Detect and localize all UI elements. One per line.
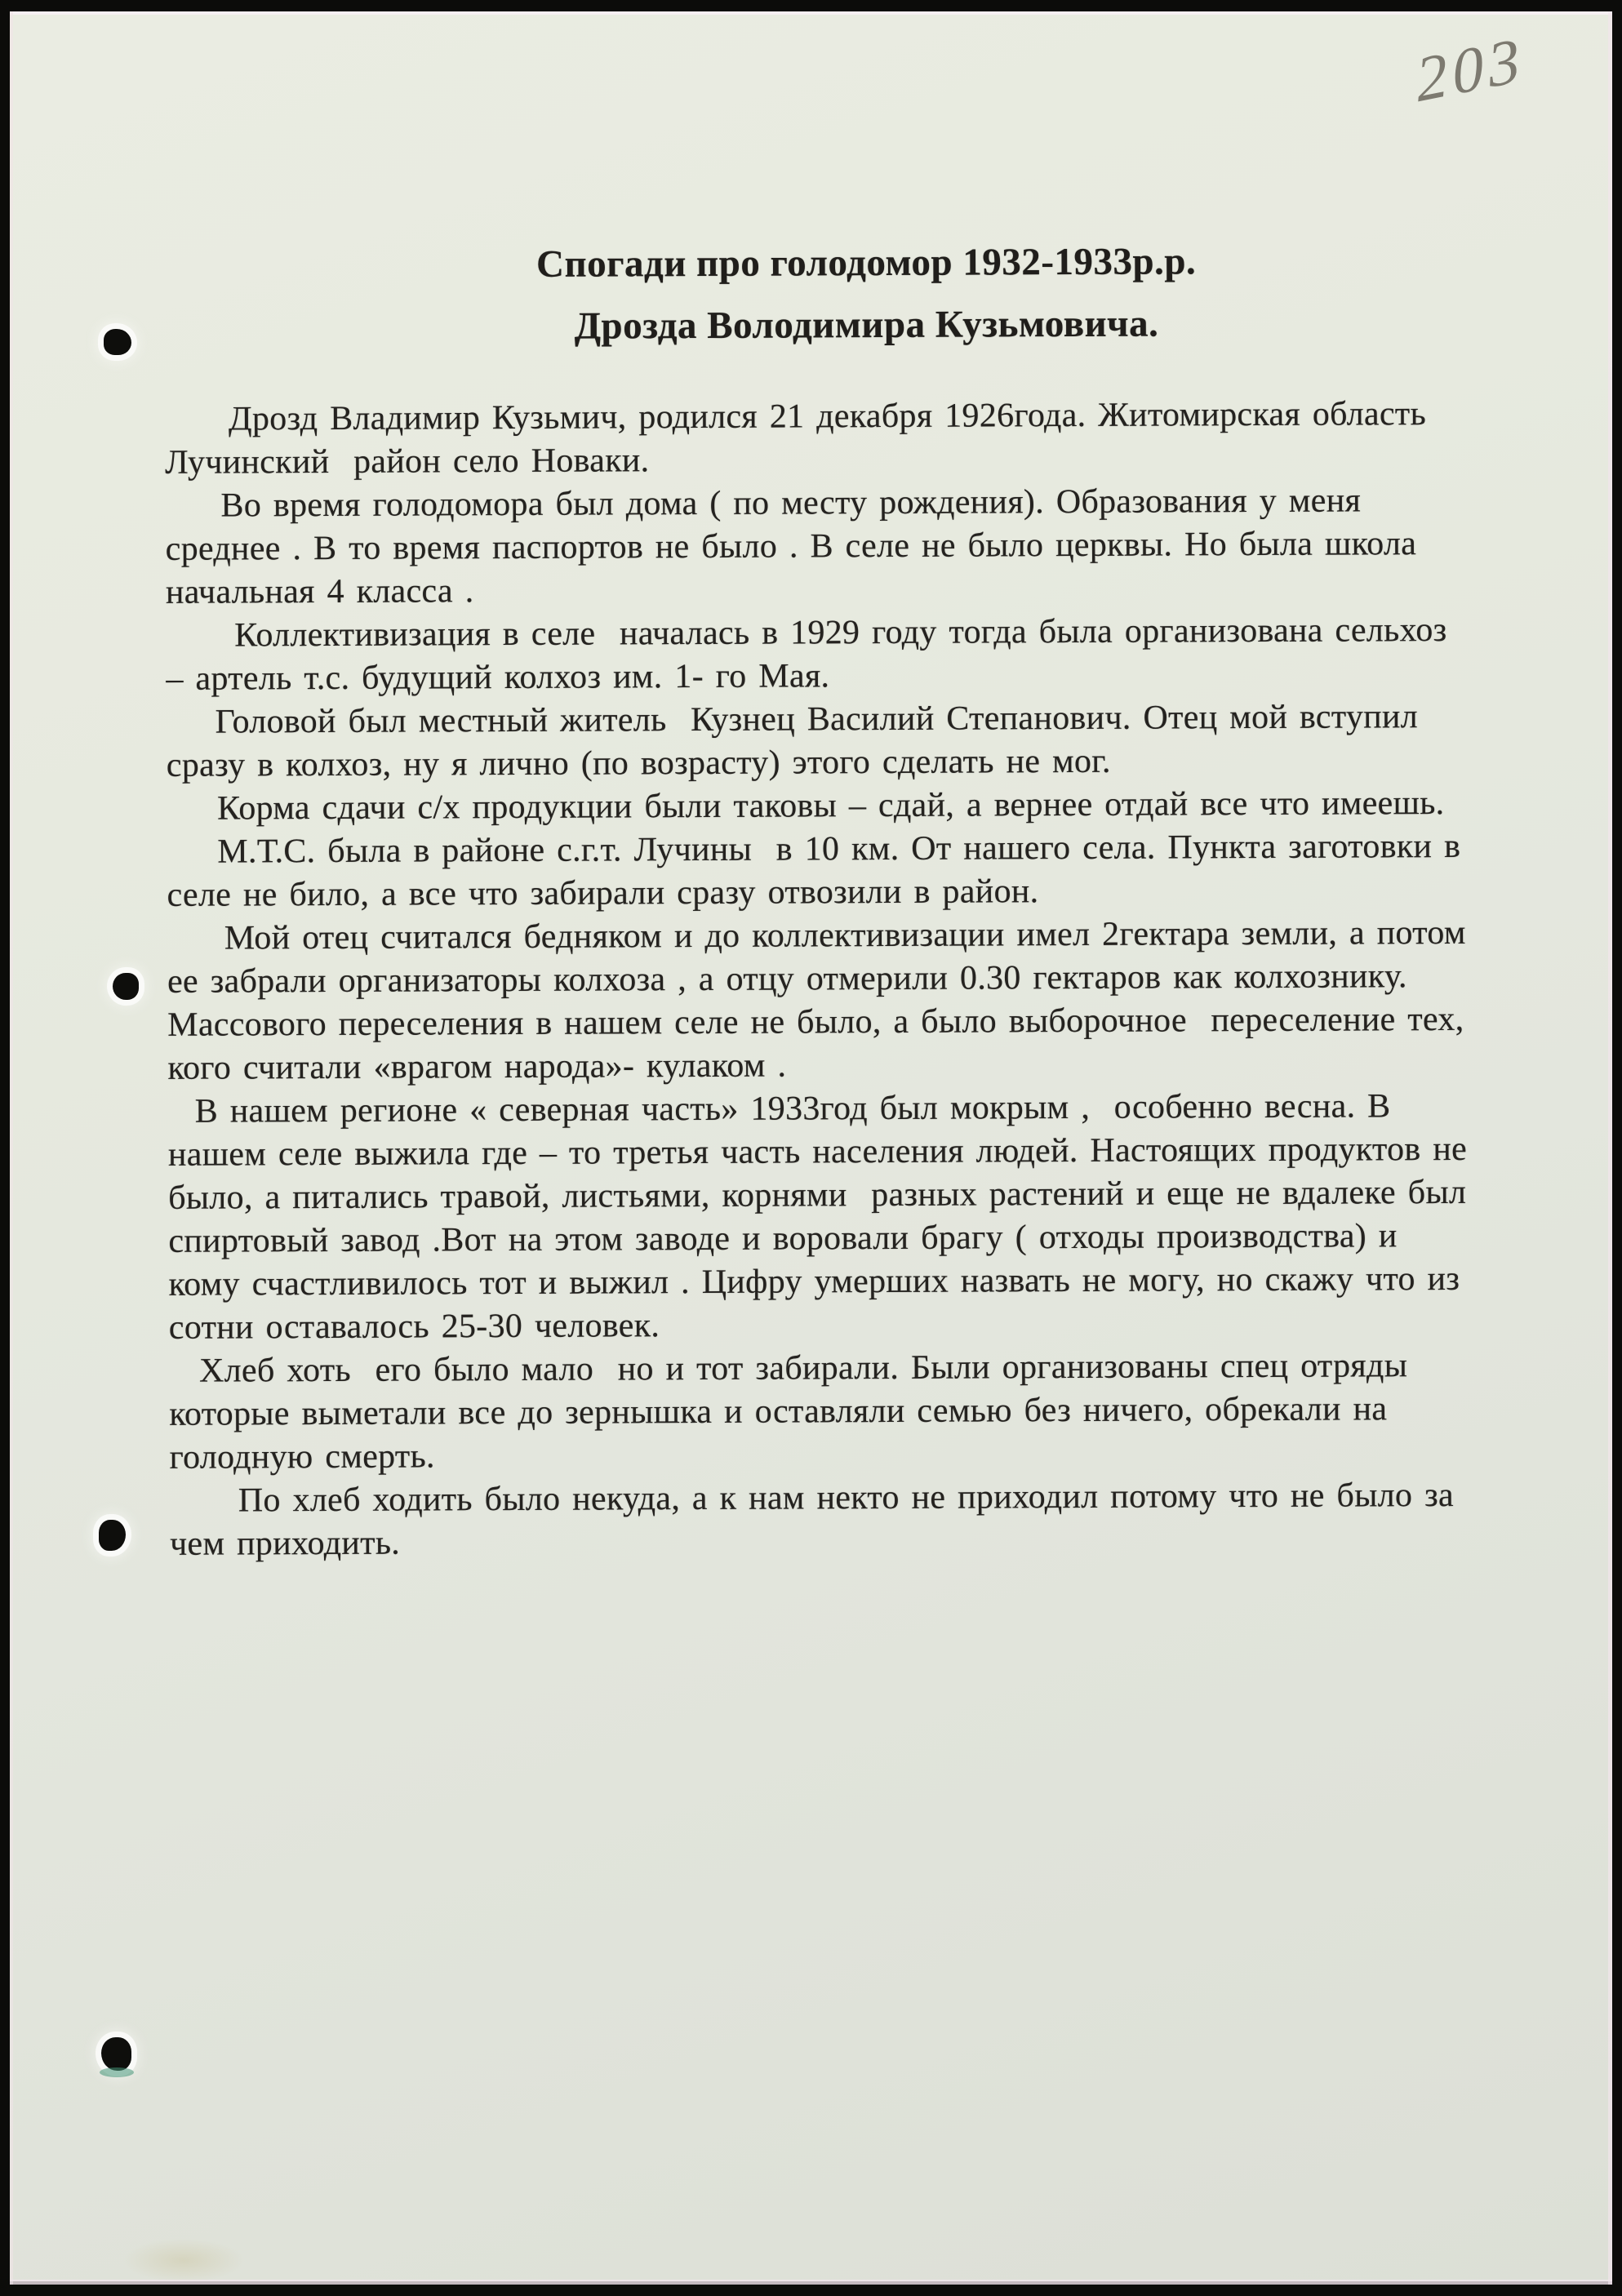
text-line: Мой отец считался бедняком и до коллективизации имел 2гектара земли, а потом [224,913,1466,957]
title-line-2: Дрозда Володимира Кузьмовича. [574,302,1159,348]
scan-edge-highlight [10,0,13,2296]
text-line: Массового переселения в нашем селе не было, а было выборочное переселение тех, [167,1000,1464,1044]
scan-edge-bottom [0,2285,1622,2296]
paragraph [169,1343,1590,1480]
document-title [156,229,1577,359]
text-line: чем приходить. [169,1524,401,1563]
text-line: которые выметали все до зернышка и оставляли семью без ничего, обрекали на [169,1390,1388,1433]
text-line: среднее . В то время паспортов не было . В селе не было церквы. Но была школа [165,525,1417,568]
paragraph [165,478,1586,615]
hole-punch [113,973,139,1000]
text-line: Корма сдачи с/х продукции были таковы – сдай, а вернее отдай все что имеешь. [216,784,1445,828]
scan-edge-top [0,0,1622,11]
text-line: сотни оставалось 25-30 человек. [168,1307,660,1347]
text-line: По хлеб ходить было некуда, а к нам некто не приходил потому что не было за [238,1476,1454,1520]
text-line: сразу в колхоз, ну я лично (по возрасту) этого сделать не мог. [166,742,1111,784]
text-line: Во время голодомора был дома ( по месту рождения). Образования у меня [220,482,1362,525]
text-line: В нашем регионе « северная часть» 1933год был мокрым , особенно весна. В [194,1087,1391,1130]
paragraph [167,781,1587,831]
text-line: М.Т.С. была в районе с.г.т. Лучины в 10 км. От нашего села. Пункта заготовки в [217,827,1461,871]
text-line: начальная 4 класса . [165,572,474,611]
paragraph [168,1084,1589,1350]
hole-punch [101,2037,131,2071]
paragraph [170,1473,1590,1566]
text-line: кого считали «врагом народа»- кулаком . [167,1046,787,1087]
hole-punch [104,329,131,355]
text-line: Коллективизация в селе началась в 1929 году тогда была организована сельхоз [234,611,1447,655]
text-line: Головой был местный житель Кузнец Василий Степанович. Отец мой вступил [215,698,1419,741]
text-line: кому счастливилось тот и выжил . Цифру умерших назвать не могу, но скажу что из [168,1259,1460,1303]
text-line: голодную смерть. [169,1437,435,1477]
text-line: было, а питались травой, листьями, корнями разных растений и еще не вдалеке был [168,1173,1467,1217]
text-line: Хлеб хоть его было мало но и тот забирали. Были организованы спец отряды [198,1347,1408,1390]
paragraph [167,695,1587,788]
title-line-1: Спогади про голодомор 1932-1933р.р. [536,240,1197,286]
text-line: нашем селе выжила где – то третья часть населения людей. Настоящих продуктов не [167,1130,1468,1174]
scan-edge-right [1612,0,1622,2296]
handwritten-page-number: 203 [1412,22,1528,116]
paragraph [167,911,1589,1090]
text-line: – артель т.с. будущий колхоз им. 1- го Мая. [166,657,830,698]
paragraph [165,392,1585,485]
paragraph [167,824,1587,917]
text-line: ее забрали организаторы колхоза , а отцу отмерили 0.30 гектаров как колхознику. [167,957,1407,1001]
scan-edge-highlight [0,11,1622,15]
paragraph [166,608,1586,701]
text-line: селе не било, а все что забирали сразу отвозили в район. [167,873,1039,914]
scan-edge-left [0,0,10,2296]
text-line: спиртовый завод .Вот на этом заводе и воровали брагу ( отходы производства) и [168,1217,1398,1260]
text-line: Лучинский район село Новаки. [165,442,650,482]
text-line: Дрозд Владимир Кузьмич, родился 21 декабря 1926года. Житомирская область [228,395,1427,438]
document-body [165,392,1590,1566]
